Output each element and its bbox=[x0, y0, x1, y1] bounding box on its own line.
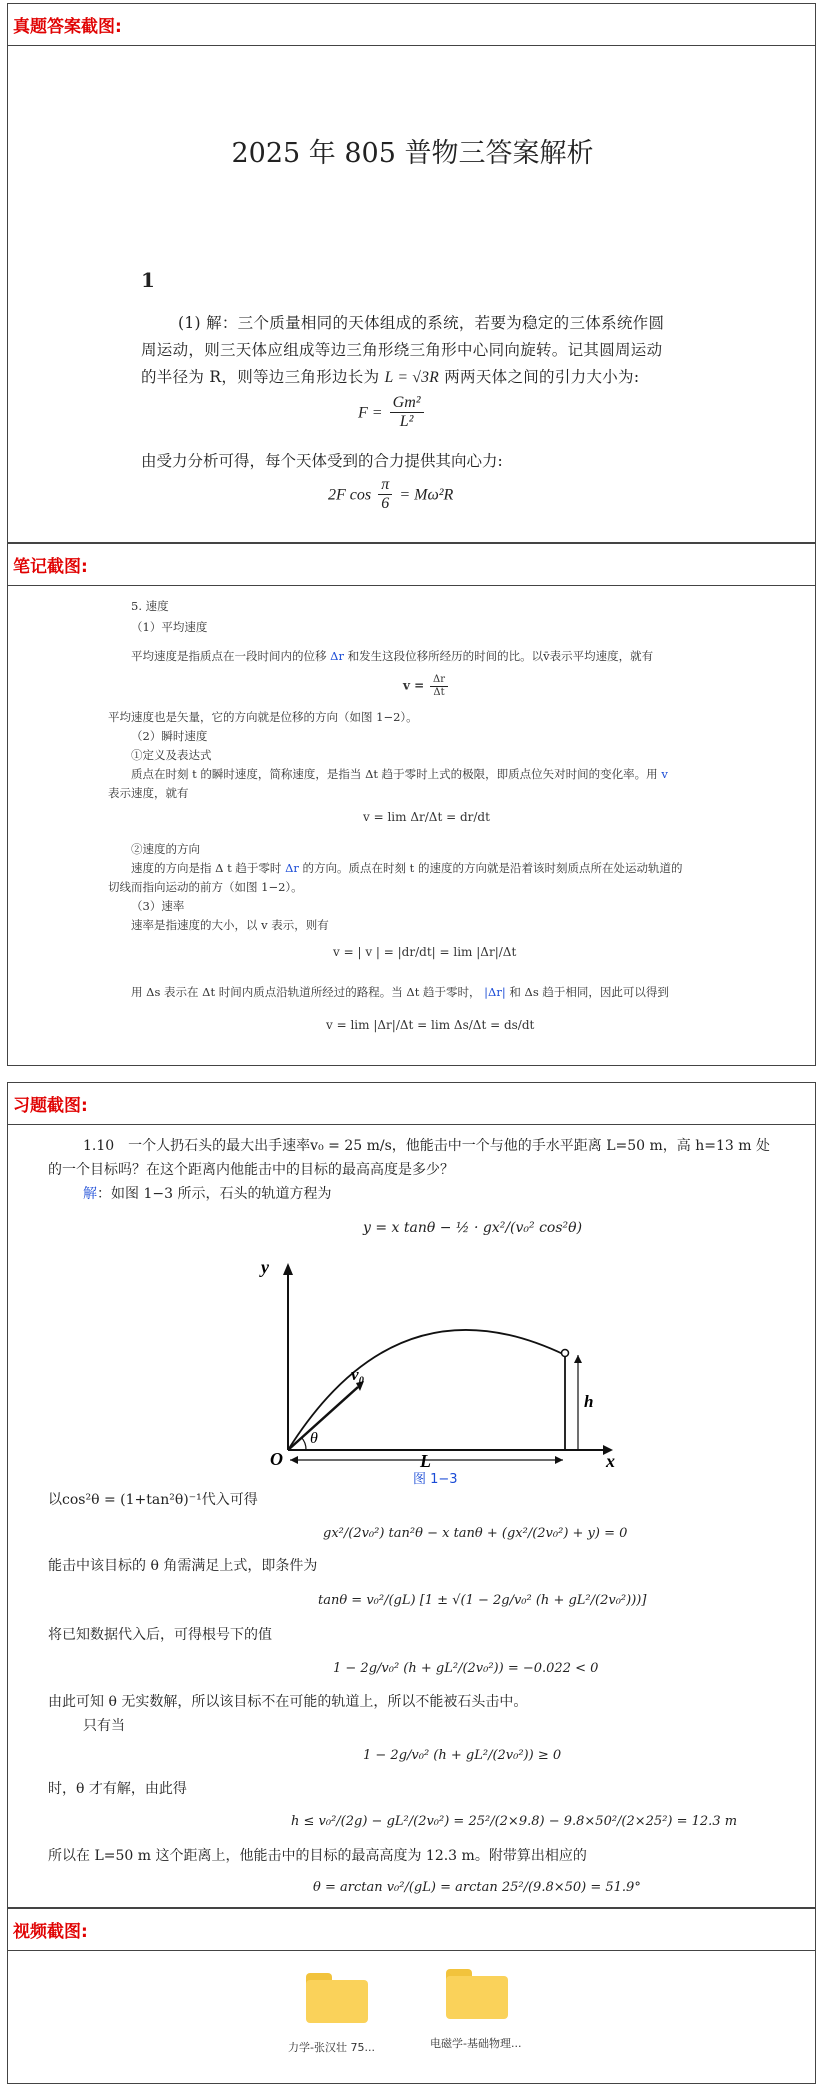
section-header-exercise: 习题截图: bbox=[8, 1083, 815, 1125]
answer-line-4: 由受力分析可得，每个天体受到的合力提供其向心力: bbox=[141, 452, 503, 470]
v0-vector bbox=[288, 1387, 358, 1450]
eqv-num: Δr bbox=[430, 674, 448, 687]
exercise-text-3: 将已知数据代入后，可得根号下的值 bbox=[48, 1627, 272, 1643]
exercise-eq-8: θ = arctan v₀²/(gL) = arctan 25²/(9.8×50) = 51.9° bbox=[313, 1880, 641, 1895]
notes-line-8 bbox=[131, 984, 669, 1001]
answer-line-3c: 两两天体之间的引力大小为: bbox=[444, 368, 640, 386]
x-axis-label: x bbox=[606, 1451, 615, 1470]
notes-line-1 bbox=[131, 648, 653, 665]
notes-line-5 bbox=[131, 860, 682, 877]
notes-heading-speed: （3）速率 bbox=[131, 899, 185, 913]
L-arrow-left bbox=[290, 1456, 298, 1464]
notes-l8c: 和 Δs 趋于相同，因此可以得到 bbox=[509, 985, 669, 999]
section-header-answer: 真题答案截图: bbox=[8, 4, 815, 46]
notes-line-4: 表示速度，就有 bbox=[108, 786, 189, 800]
answer-line-3 bbox=[141, 365, 639, 387]
notes-l1b: Δr bbox=[330, 649, 344, 663]
target-marker bbox=[562, 1350, 569, 1357]
video-section bbox=[7, 1908, 816, 2084]
eq2-rhs: = Mω²R bbox=[399, 486, 454, 504]
notes-avg-formula bbox=[403, 674, 450, 698]
notes-l5a: 速度的方向是指 Δ t 趋于零时 bbox=[131, 861, 282, 875]
section-header-notes: 笔记截图: bbox=[8, 544, 815, 586]
h-label: h bbox=[584, 1392, 594, 1411]
notes-l3a: 质点在时刻 t 的瞬时速度，简称速度，是指当 Δt 趋于零时上式的极限，即质点位矢对时间的变化率。用 bbox=[131, 767, 658, 781]
exercise-text-6: 时，θ 才有解，由此得 bbox=[48, 1781, 187, 1797]
figure-caption bbox=[413, 1468, 458, 1487]
solution-intro: ：如图 1−3 所示，石头的轨道方程为 bbox=[97, 1186, 332, 1202]
origin-label: O bbox=[270, 1449, 283, 1469]
exercise-image bbox=[8, 1125, 815, 1907]
exercise-section bbox=[7, 1082, 816, 1908]
notes-line-2: 平均速度也是矢量，它的方向就是位移的方向（如图 1−2）。 bbox=[108, 710, 418, 724]
solution-label: 解 bbox=[83, 1186, 97, 1202]
notes-heading-velocity: 5. 速度 bbox=[131, 599, 169, 613]
gravity-equation bbox=[358, 394, 426, 432]
notes-speed-formula: v = | v | = |dr/dt| = lim |Δr|/Δt bbox=[333, 945, 517, 959]
eq2-num: π bbox=[378, 476, 392, 495]
notes-line-6: 切线而指向运动的前方（如图 1−2）。 bbox=[108, 880, 303, 894]
figure-caption-text: 图 1−3 bbox=[413, 1472, 458, 1487]
exercise-text-7: 所以在 L=50 m 这个距离上，他能击中的目标的最高高度为 12.3 m。附带算出相应的 bbox=[48, 1848, 587, 1864]
answer-title: 2025 年 805 普物三答案解析 bbox=[231, 138, 594, 169]
notes-l5c: 的方向。质点在时刻 t 的速度的方向就是沿着该时刻质点所在处运动轨道的 bbox=[302, 861, 683, 875]
eq1-den: L² bbox=[399, 413, 414, 431]
folder-icon[interactable] bbox=[446, 1969, 508, 2019]
exercise-text-4: 由此可知 θ 无实数解，所以该目标不在可能的轨道上，所以不能被石头击中。 bbox=[48, 1694, 528, 1710]
notes-image bbox=[8, 586, 815, 1066]
notes-heading-inst: （2）瞬时速度 bbox=[131, 729, 208, 743]
question-number: 1 bbox=[141, 268, 155, 292]
eqv-den: Δt bbox=[433, 686, 445, 698]
notes-l1a: 平均速度是指质点在一段时间内的位移 bbox=[131, 649, 327, 663]
notes-heading-def: ①定义及表达式 bbox=[131, 748, 212, 762]
notes-final-formula: v = lim |Δr|/Δt = lim Δs/Δt = ds/dt bbox=[326, 1018, 535, 1032]
notes-l1c: 和发生这段位移所经历的时间的比。以v̄表示平均速度，就有 bbox=[347, 649, 654, 663]
answer-image bbox=[8, 46, 815, 540]
eq2-den: 6 bbox=[381, 495, 390, 513]
h-arrow-top bbox=[574, 1355, 582, 1363]
notes-l5b: Δr bbox=[285, 861, 299, 875]
eq1-lhs: F = bbox=[358, 404, 383, 422]
answer-line-2: 周运动，则三天体应组成等边三角形绕三角形中心同向旋转。记其圆周运动 bbox=[141, 341, 663, 359]
y-axis-arrow bbox=[283, 1263, 293, 1275]
L-label: L bbox=[420, 1451, 431, 1470]
notes-inst-formula: v = lim Δr/Δt = dr/dt bbox=[363, 810, 490, 824]
trajectory-curve bbox=[288, 1330, 565, 1450]
trajectory-equation: y = x tanθ − ½ · gx²/(v₀² cos²θ) bbox=[363, 1220, 583, 1236]
eq2-lhs: 2F cos bbox=[328, 486, 372, 504]
notes-heading-avg: （1）平均速度 bbox=[131, 620, 208, 634]
notes-heading-dir: ②速度的方向 bbox=[131, 842, 200, 856]
notes-line-3 bbox=[131, 766, 668, 783]
exercise-eq-6: 1 − 2g/v₀² (h + gL²/(2v₀²)) ≥ 0 bbox=[363, 1748, 562, 1763]
notes-l3b: v bbox=[661, 767, 668, 781]
answer-section bbox=[7, 3, 816, 543]
exercise-eq-4: tanθ = v₀²/(gL) [1 ± √(1 − 2g/v₀² (h + gL²/(2v₀²)))] bbox=[318, 1593, 647, 1608]
notes-section bbox=[7, 543, 816, 1066]
projectile-figure bbox=[258, 1255, 628, 1470]
folder-label-electromagnetism[interactable]: 电磁学-基础物理... bbox=[430, 2037, 522, 2050]
exercise-text-1: 以cos²θ = (1+tan²θ)⁻¹代入可得 bbox=[48, 1492, 258, 1508]
exercise-text-5: 只有当 bbox=[83, 1718, 125, 1734]
y-axis-label: y bbox=[261, 1257, 269, 1277]
exercise-eq-7: h ≤ v₀²/(2g) − gL²/(2v₀²) = 25²/(2×9.8) − 9.8×50²/(2×25²) = 12.3 m bbox=[291, 1814, 738, 1829]
exercise-q-line-1: 1.10 一个人扔石头的最大出手速率v₀ = 25 m/s，他能击中一个与他的手水平距离 L=50 m，高 h=13 m 处 bbox=[83, 1138, 770, 1154]
theta-label: θ bbox=[310, 1430, 318, 1447]
exercise-sol-line bbox=[83, 1183, 331, 1207]
folder-label-mechanics[interactable]: 力学-张汉壮 75... bbox=[288, 2041, 375, 2054]
exercise-text-2: 能击中该目标的 θ 角需满足上式，即条件为 bbox=[48, 1558, 318, 1574]
exercise-q-line-2: 的一个目标吗？在这个距离内他能击中的目标的最高高度是多少？ bbox=[48, 1162, 454, 1178]
centripetal-equation bbox=[328, 476, 453, 514]
v0-label: v₀ bbox=[351, 1365, 365, 1384]
video-image bbox=[8, 1951, 815, 2083]
side-length-formula: L = √3R bbox=[384, 369, 440, 386]
answer-line-3a: 的半径为 R，则等边三角形边长为 bbox=[141, 368, 380, 386]
eq1-num: Gm² bbox=[390, 394, 424, 413]
folder-icon[interactable] bbox=[306, 1973, 368, 2023]
exercise-eq-5: 1 − 2g/v₀² (h + gL²/(2v₀²)) = −0.022 < 0 bbox=[333, 1661, 599, 1676]
L-arrow-right bbox=[555, 1456, 563, 1464]
notes-l8b: |Δr| bbox=[484, 985, 506, 999]
exercise-eq-3: gx²/(2v₀²) tan²θ − x tanθ + (gx²/(2v₀²) + y) = 0 bbox=[323, 1526, 628, 1541]
notes-l8a: 用 Δs 表示在 Δt 时间内质点沿轨道所经过的路程。当 Δt 趋于零时， bbox=[131, 985, 481, 999]
answer-line-1: (1) 解：三个质量相同的天体组成的系统，若要为稳定的三体系统作圆 bbox=[178, 314, 665, 332]
notes-line-7: 速率是指速度的大小，以 v 表示，则有 bbox=[131, 918, 329, 932]
eqv-lhs: v = bbox=[403, 678, 425, 693]
section-header-video: 视频截图: bbox=[8, 1909, 815, 1951]
